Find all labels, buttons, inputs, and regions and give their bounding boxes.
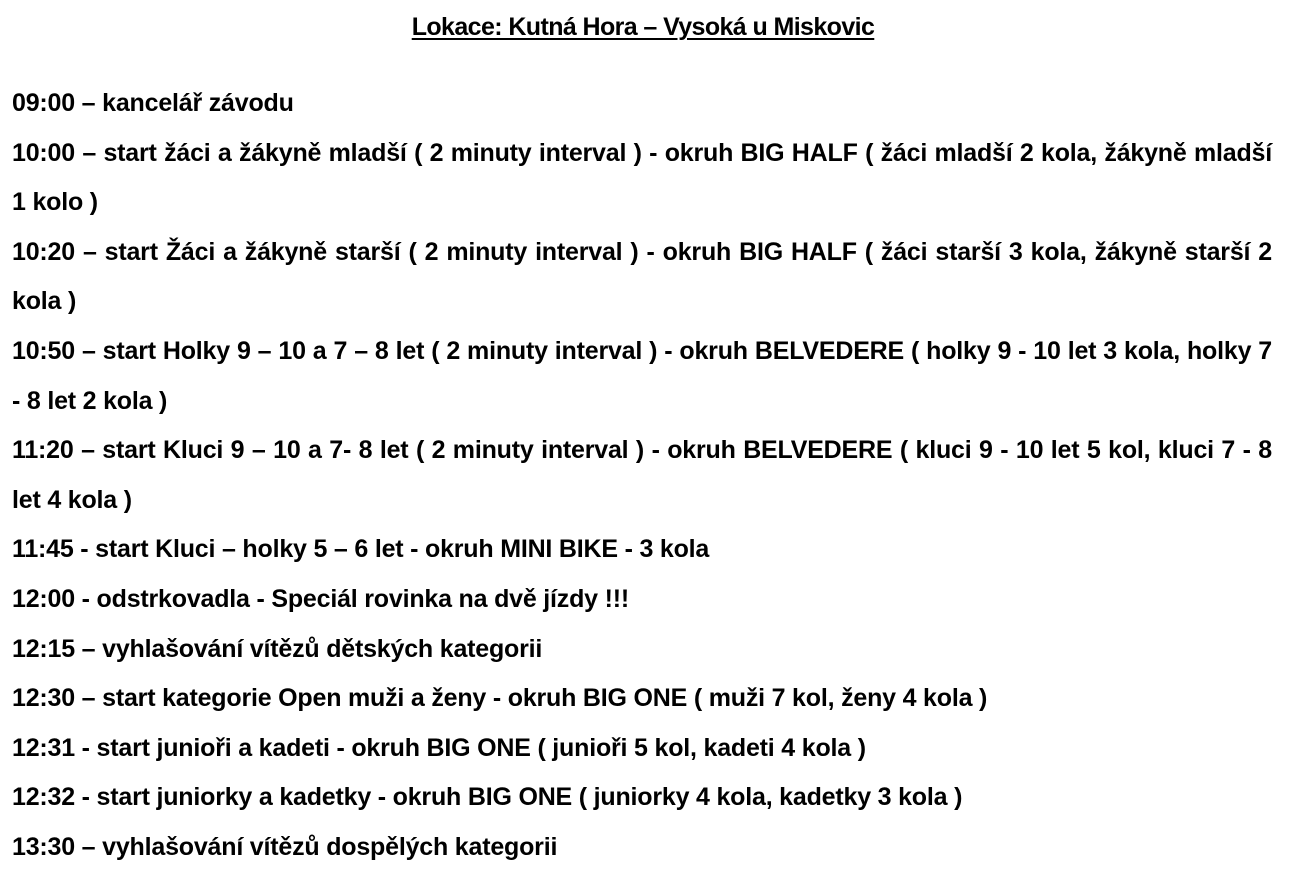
schedule-item-1020: 10:20 – start Žáci a žákyně starší ( 2 minuty interval ) - okruh BIG HALF ( žáci starší 3 kola, žákyně starší 2 kola ) (12, 237, 1272, 316)
schedule-list (12, 79, 1272, 873)
schedule-item-1050: 10:50 – start Holky 9 – 10 a 7 – 8 let ( 2 minuty interval ) - okruh BELVEDERE ( holky 9 - 10 let 3 kola, holky 7 - 8 let 2 kola ) (12, 336, 1272, 415)
schedule-item-1215: 12:15 – vyhlašování vítězů dětských kategorii (12, 634, 543, 663)
schedule-item-1231: 12:31 - start junioři a kadeti - okruh BIG ONE ( junioři 5 kol, kadeti 4 kola ) (12, 733, 866, 762)
schedule-item-1145: 11:45 - start Kluci – holky 5 – 6 let - okruh MINI BIKE - 3 kola (12, 535, 710, 564)
schedule-item-1230: 12:30 – start kategorie Open muži a ženy - okruh BIG ONE ( muži 7 kol, ženy 4 kola ) (12, 684, 988, 713)
schedule-item-1232: 12:32 - start juniorky a kadetky - okruh BIG ONE ( juniorky 4 kola, kadetky 3 kola ) (12, 783, 963, 812)
document-title: Lokace: Kutná Hora – Vysoká u Miskovic (411, 13, 875, 41)
schedule-item-0900: 09:00 – kancelář závodu (12, 89, 294, 117)
schedule-item-1000: 10:00 – start žáci a žákyně mladší ( 2 minuty interval ) - okruh BIG HALF ( žáci mladší 2 kola, žákyně mladší 1 kolo ) (12, 138, 1272, 217)
schedule-item-1200: 12:00 - odstrkovadla - Speciál rovinka na dvě jízdy !!! (12, 584, 629, 613)
schedule-item-1330: 13:30 – vyhlašování vítězů dospělých kategorii (12, 832, 558, 861)
schedule-item-1120: 11:20 – start Kluci 9 – 10 a 7- 8 let ( 2 minuty interval ) - okruh BELVEDERE ( kluci 9 - 10 let 5 kol, kluci 7 - 8 let 4 kola ) (12, 436, 1272, 514)
